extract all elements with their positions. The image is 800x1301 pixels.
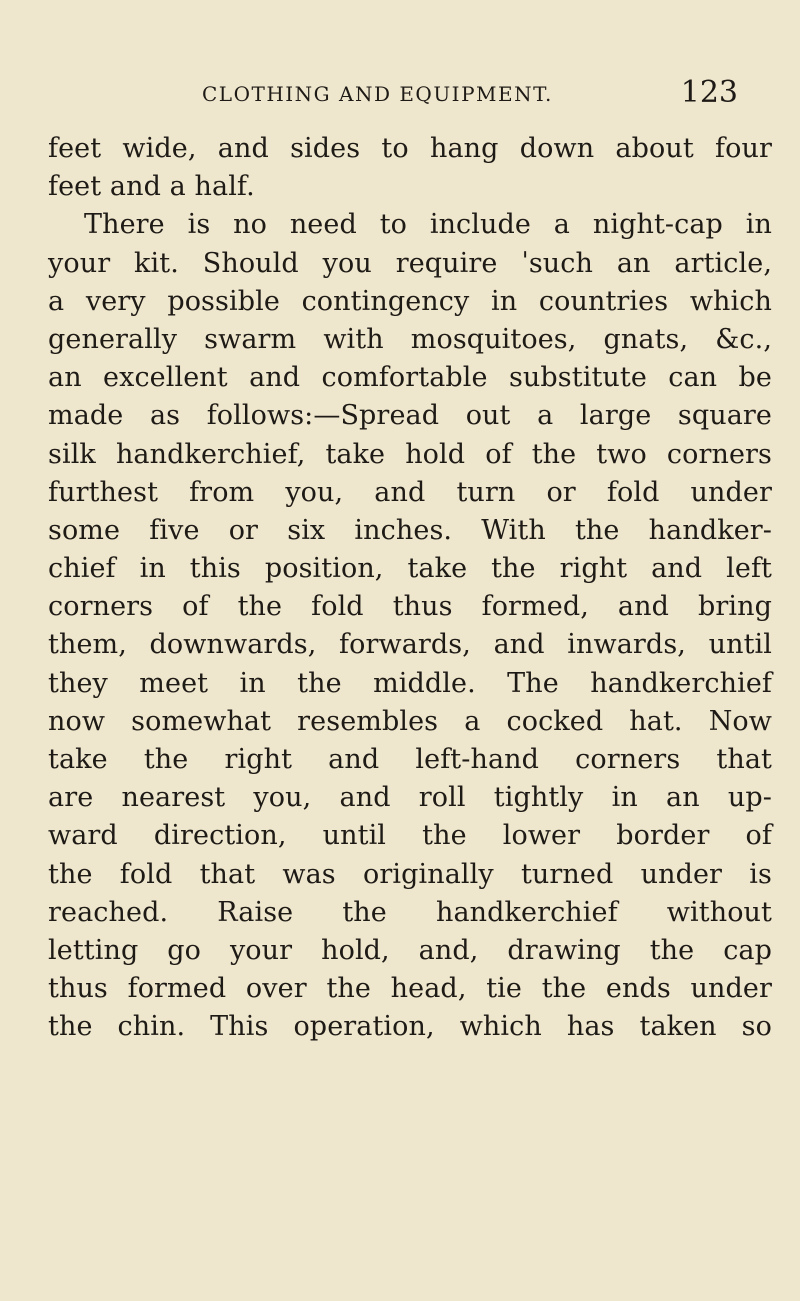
text-line: feet wide, and sides to hang down about four: [48, 133, 772, 164]
text-line: made as follows:—Spread out a large square: [48, 400, 772, 432]
text-line: they meet in the middle. The handkerchief: [48, 667, 772, 699]
text-line: generally swarm with mosquitoes, gnats, &c.,: [48, 323, 772, 355]
text-line: feet and a half.: [48, 171, 255, 203]
text-line: reached. Raise the handkerchief without: [48, 896, 772, 928]
text-line: furthest from you, and turn or fold under: [48, 476, 772, 508]
text-line: an excellent and comfortable substitute can be: [48, 362, 772, 394]
text-line: thus formed over the head, tie the ends under: [48, 973, 772, 1005]
text-line: some five or six inches. With the handker-: [48, 514, 772, 546]
text-line: There is no need to include a night-cap in: [84, 209, 772, 241]
text-line: chief in this position, take the right and left: [48, 553, 772, 585]
text-line: are nearest you, and roll tightly in an up-: [48, 782, 772, 814]
running-head: CLOTHING AND EQUIPMENT.: [202, 82, 553, 106]
text-line: take the right and left-hand corners that: [48, 744, 772, 775]
text-line: ward direction, until the lower border of: [48, 820, 772, 852]
text-line: your kit. Should you require ˈsuch an article,: [48, 247, 772, 279]
text-line: them, downwards, forwards, and inwards, until: [48, 629, 772, 661]
text-line: the fold that was originally turned under is: [48, 858, 772, 890]
body-text: [48, 130, 772, 1047]
text-line: corners of the fold thus formed, and bring: [48, 591, 772, 623]
text-line: letting go your hold, and, drawing the cap: [48, 934, 772, 966]
text-line: the chin. This operation, which has taken so: [48, 1011, 772, 1043]
page-number: 123: [680, 75, 738, 110]
text-line: silk handkerchief, take hold of the two corners: [48, 438, 772, 470]
text-line: a very possible contingency in countries which: [48, 285, 772, 317]
text-line: now somewhat resembles a cocked hat. Now: [48, 705, 772, 737]
